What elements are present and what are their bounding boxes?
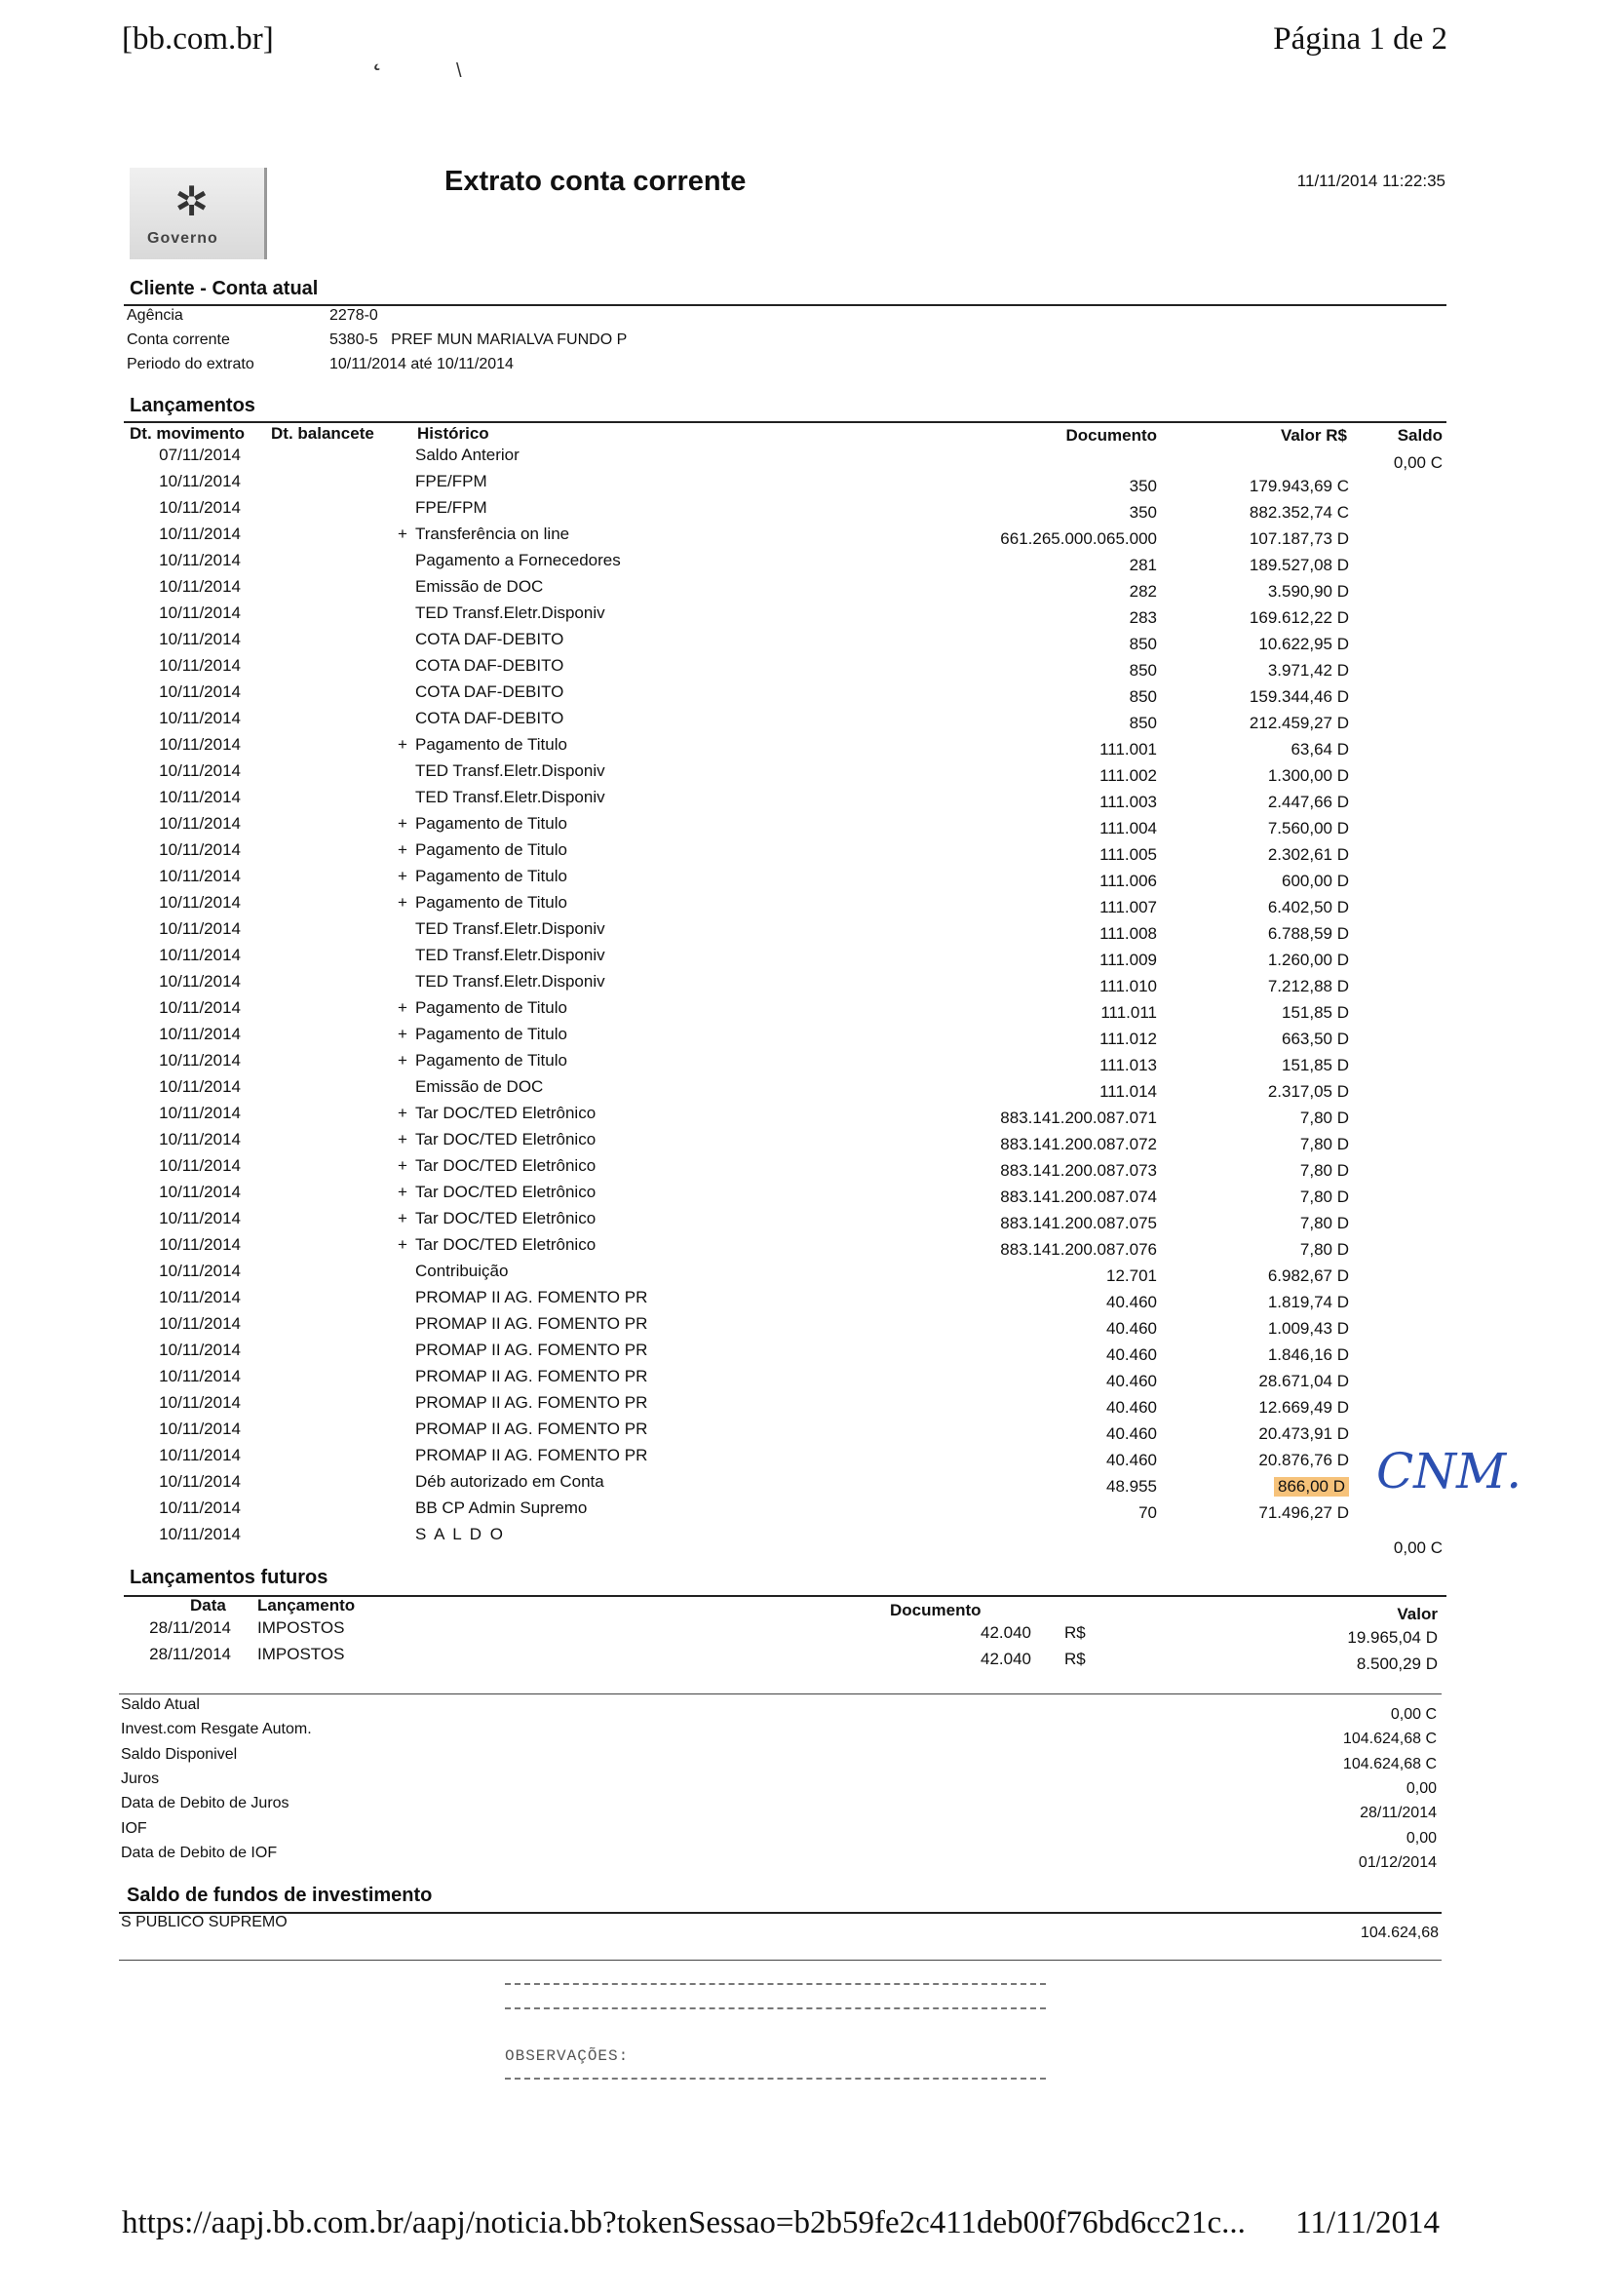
row-valor: 7,80 D xyxy=(1299,1109,1349,1127)
row-historico: PROMAP II AG. FOMENTO PR xyxy=(415,1446,648,1464)
row-historico: PROMAP II AG. FOMENTO PR xyxy=(415,1367,648,1385)
future-documento: 42.040 xyxy=(981,1623,1031,1642)
table-row xyxy=(0,761,1618,788)
row-date: 10/11/2014 xyxy=(159,1262,241,1280)
row-documento: 111.001 xyxy=(1099,740,1157,759)
row-date: 10/11/2014 xyxy=(159,735,241,754)
footer-date: 11/11/2014 xyxy=(1295,2205,1440,2240)
row-historico: PROMAP II AG. FOMENTO PR xyxy=(415,1341,648,1359)
row-documento: 40.460 xyxy=(1106,1319,1157,1338)
conta-value: 5380-5 PREF MUN MARIALVA FUNDO P xyxy=(329,331,628,348)
row-valor: 1.300,00 D xyxy=(1267,766,1349,785)
row-valor: 189.527,08 D xyxy=(1249,556,1349,574)
table-row xyxy=(0,972,1618,998)
row-historico: TED Transf.Eletr.Disponiv xyxy=(415,788,605,806)
row-valor: 107.187,73 D xyxy=(1249,529,1349,548)
row-valor: 63,64 D xyxy=(1291,740,1349,759)
dashed-line xyxy=(505,1983,1046,1985)
table-row xyxy=(0,998,1618,1025)
col-lancamento: Lançamento xyxy=(257,1596,356,1615)
row-documento: 48.955 xyxy=(1106,1477,1157,1496)
row-historico: Tar DOC/TED Eletrônico xyxy=(415,1104,597,1122)
periodo-label: Periodo do extrato xyxy=(127,356,254,372)
row-documento: 111.013 xyxy=(1099,1056,1157,1074)
row-historico: Tar DOC/TED Eletrônico xyxy=(415,1156,597,1175)
row-historico: FPE/FPM xyxy=(415,472,487,490)
summary-label: Data de Debito de Juros xyxy=(121,1795,289,1812)
scan-mark: ˛ xyxy=(373,39,383,71)
row-date: 10/11/2014 xyxy=(159,551,241,569)
row-historico: Pagamento de Titulo xyxy=(415,814,567,833)
table-row xyxy=(0,1077,1618,1104)
row-date: 10/11/2014 xyxy=(159,814,241,833)
future-lancamento: IMPOSTOS xyxy=(257,1618,345,1637)
row-documento: 111.010 xyxy=(1099,977,1157,995)
row-valor: 1.846,16 D xyxy=(1267,1345,1349,1364)
table-row xyxy=(0,1314,1618,1341)
future-currency: R$ xyxy=(1064,1650,1086,1668)
row-valor: 7.212,88 D xyxy=(1267,977,1349,995)
row-valor: 12.669,49 D xyxy=(1258,1398,1349,1417)
logo-caption: Governo xyxy=(147,230,218,247)
row-historico: Pagamento de Titulo xyxy=(415,1025,567,1043)
dashed-line xyxy=(505,2078,1046,2080)
row-valor: 7,80 D xyxy=(1299,1161,1349,1180)
table-row xyxy=(0,1420,1618,1446)
table-row xyxy=(0,1288,1618,1314)
row-historico: PROMAP II AG. FOMENTO PR xyxy=(415,1420,648,1438)
row-documento: 883.141.200.087.076 xyxy=(1000,1240,1157,1259)
table-row xyxy=(0,446,1618,472)
col-valor-futuros: Valor xyxy=(1397,1605,1438,1623)
row-documento: 111.002 xyxy=(1099,766,1157,785)
row-date: 10/11/2014 xyxy=(159,1235,241,1254)
fundo-value: 104.624,68 xyxy=(1360,1925,1439,1941)
row-documento: 111.006 xyxy=(1099,872,1157,890)
row-historico: TED Transf.Eletr.Disponiv xyxy=(415,761,605,780)
row-date: 10/11/2014 xyxy=(159,1498,241,1517)
row-documento: 40.460 xyxy=(1106,1345,1157,1364)
future-lancamento: IMPOSTOS xyxy=(257,1645,345,1663)
row-historico: Pagamento de Titulo xyxy=(415,867,567,885)
row-documento: 883.141.200.087.073 xyxy=(1000,1161,1157,1180)
table-row xyxy=(0,1156,1618,1183)
row-valor: 7,80 D xyxy=(1299,1240,1349,1259)
future-valor: 19.965,04 D xyxy=(1347,1628,1438,1647)
row-historico: Pagamento de Titulo xyxy=(415,735,567,754)
row-documento: 111.003 xyxy=(1099,793,1157,811)
row-historico: Pagamento de Titulo xyxy=(415,893,567,912)
row-valor: 159.344,46 D xyxy=(1249,687,1349,706)
row-valor: 151,85 D xyxy=(1282,1056,1349,1074)
page-title: Extrato conta corrente xyxy=(444,166,747,197)
observacoes-label: OBSERVAÇÕES: xyxy=(505,2047,630,2065)
row-plus: + xyxy=(398,1025,407,1043)
section-title-fundos: Saldo de fundos de investimento xyxy=(127,1885,433,1906)
table-row xyxy=(0,630,1618,656)
row-historico: BB CP Admin Supremo xyxy=(415,1498,588,1517)
row-date: 10/11/2014 xyxy=(159,1209,241,1227)
row-valor: 179.943,69 C xyxy=(1249,477,1349,495)
row-historico: Déb autorizado em Conta xyxy=(415,1472,604,1491)
summary-value: 104.624,68 C xyxy=(1342,1731,1437,1748)
table-row xyxy=(0,603,1618,630)
row-documento: 40.460 xyxy=(1106,1398,1157,1417)
row-historico: Contribuição xyxy=(415,1262,509,1280)
row-valor: 882.352,74 C xyxy=(1249,503,1349,522)
timestamp: 11/11/2014 11:22:35 xyxy=(1296,172,1445,190)
row-historico: PROMAP II AG. FOMENTO PR xyxy=(415,1288,648,1306)
row-date: 10/11/2014 xyxy=(159,788,241,806)
row-date: 10/11/2014 xyxy=(159,1420,241,1438)
table-row xyxy=(0,1235,1618,1262)
table-row xyxy=(0,1183,1618,1209)
row-valor: 1.819,74 D xyxy=(1267,1293,1349,1311)
row-date: 10/11/2014 xyxy=(159,472,241,490)
row-valor: 6.788,59 D xyxy=(1267,924,1349,943)
row-plus: + xyxy=(398,1130,407,1148)
row-documento: 70 xyxy=(1138,1503,1157,1522)
row-date: 10/11/2014 xyxy=(159,761,241,780)
row-historico: Pagamento de Titulo xyxy=(415,998,567,1017)
section-title-cliente: Cliente - Conta atual xyxy=(130,278,319,299)
row-historico: Emissão de DOC xyxy=(415,577,544,596)
row-plus: + xyxy=(398,867,407,885)
summary-label: Invest.com Resgate Autom. xyxy=(121,1721,312,1738)
table-row xyxy=(0,1367,1618,1393)
row-documento: 40.460 xyxy=(1106,1372,1157,1390)
col-dt-balancete: Dt. balancete xyxy=(271,424,374,443)
row-historico: Pagamento de Titulo xyxy=(415,1051,567,1070)
table-row xyxy=(0,525,1618,551)
row-documento: 883.141.200.087.072 xyxy=(1000,1135,1157,1153)
row-documento: 850 xyxy=(1129,687,1157,706)
row-documento: 883.141.200.087.071 xyxy=(1000,1109,1157,1127)
row-documento: 850 xyxy=(1129,714,1157,732)
row-documento: 850 xyxy=(1129,661,1157,680)
row-date: 10/11/2014 xyxy=(159,1446,241,1464)
row-historico: Pagamento a Fornecedores xyxy=(415,551,621,569)
row-valor: 20.473,91 D xyxy=(1258,1424,1349,1443)
row-valor: 600,00 D xyxy=(1282,872,1349,890)
summary-value: 01/12/2014 xyxy=(1358,1853,1437,1871)
row-date: 10/11/2014 xyxy=(159,1077,241,1096)
row-date: 10/11/2014 xyxy=(159,998,241,1017)
col-data: Data xyxy=(190,1596,226,1615)
row-date: 10/11/2014 xyxy=(159,630,241,648)
periodo-value: 10/11/2014 até 10/11/2014 xyxy=(329,356,514,372)
row-date: 07/11/2014 xyxy=(159,446,241,464)
row-date: 10/11/2014 xyxy=(159,1025,241,1043)
row-valor: 6.982,67 D xyxy=(1267,1266,1349,1285)
row-historico: Tar DOC/TED Eletrônico xyxy=(415,1209,597,1227)
page-number: Página 1 de 2 xyxy=(1273,21,1447,57)
row-historico: FPE/FPM xyxy=(415,498,487,517)
row-date: 10/11/2014 xyxy=(159,1314,241,1333)
row-historico: Emissão de DOC xyxy=(415,1077,544,1096)
table-row xyxy=(0,1025,1618,1051)
table-row xyxy=(0,551,1618,577)
row-plus: + xyxy=(398,735,407,754)
row-date: 10/11/2014 xyxy=(159,1104,241,1122)
row-documento: 111.009 xyxy=(1099,951,1157,969)
summary-label: Data de Debito de IOF xyxy=(121,1844,278,1861)
future-row xyxy=(0,1618,1618,1645)
table-row xyxy=(0,788,1618,814)
row-historico: COTA DAF-DEBITO xyxy=(415,630,564,648)
row-historico: COTA DAF-DEBITO xyxy=(415,682,564,701)
row-valor: 2.317,05 D xyxy=(1267,1082,1349,1101)
footer-url: https://aapj.bb.com.br/aapj/noticia.bb?tokenSessao=b2b59fe2c411deb00f76bd6cc21c... xyxy=(122,2205,1246,2240)
row-historico: Pagamento de Titulo xyxy=(415,840,567,859)
row-documento: 40.460 xyxy=(1106,1293,1157,1311)
summary-label: Saldo Atual xyxy=(121,1696,200,1713)
row-documento: 661.265.000.065.000 xyxy=(1000,529,1157,548)
row-documento: 40.460 xyxy=(1106,1424,1157,1443)
table-row xyxy=(0,1498,1618,1525)
table-row xyxy=(0,1472,1618,1498)
summary-label: IOF xyxy=(121,1819,147,1837)
row-documento: 111.005 xyxy=(1099,845,1157,864)
row-date: 10/11/2014 xyxy=(159,656,241,675)
table-row xyxy=(0,1130,1618,1156)
row-saldo: 0,00 C xyxy=(1393,1538,1443,1557)
row-valor: 151,85 D xyxy=(1282,1003,1349,1022)
divider xyxy=(119,1960,1442,1961)
table-row xyxy=(0,472,1618,498)
row-valor: 7,80 D xyxy=(1299,1214,1349,1232)
table-row xyxy=(0,946,1618,972)
row-date: 10/11/2014 xyxy=(159,867,241,885)
row-valor: 7.560,00 D xyxy=(1267,819,1349,837)
row-historico: TED Transf.Eletr.Disponiv xyxy=(415,946,605,964)
col-dt-movimento: Dt. movimento xyxy=(130,424,246,443)
summary-value: 0,00 C xyxy=(1390,1706,1437,1723)
col-historico: Histórico xyxy=(417,424,489,443)
row-valor: 7,80 D xyxy=(1299,1135,1349,1153)
col-valor: Valor R$ xyxy=(1280,426,1347,445)
table-row xyxy=(0,1341,1618,1367)
summary-value: 0,00 xyxy=(1406,1779,1437,1797)
row-valor: 212.459,27 D xyxy=(1249,714,1349,732)
row-documento: 350 xyxy=(1129,503,1157,522)
col-documento: Documento xyxy=(1065,426,1157,445)
row-valor: 1.260,00 D xyxy=(1267,951,1349,969)
row-valor: 28.671,04 D xyxy=(1258,1372,1349,1390)
row-documento: 883.141.200.087.074 xyxy=(1000,1187,1157,1206)
summary-value: 0,00 xyxy=(1406,1829,1437,1847)
section-title-futuros: Lançamentos futuros xyxy=(130,1567,328,1588)
divider xyxy=(124,304,1446,306)
row-valor: 6.402,50 D xyxy=(1267,898,1349,916)
row-date: 10/11/2014 xyxy=(159,893,241,912)
row-date: 10/11/2014 xyxy=(159,577,241,596)
row-plus: + xyxy=(398,998,407,1017)
row-date: 10/11/2014 xyxy=(159,946,241,964)
row-saldo: 0,00 C xyxy=(1393,453,1443,472)
row-date: 10/11/2014 xyxy=(159,1130,241,1148)
row-valor: 71.496,27 D xyxy=(1258,1503,1349,1522)
row-valor: 2.302,61 D xyxy=(1267,845,1349,864)
row-historico: S A L D O xyxy=(415,1525,506,1543)
summary-label: Juros xyxy=(121,1770,160,1787)
row-documento: 350 xyxy=(1129,477,1157,495)
row-documento: 40.460 xyxy=(1106,1451,1157,1469)
row-plus: + xyxy=(398,525,407,543)
row-historico: COTA DAF-DEBITO xyxy=(415,656,564,675)
row-date: 10/11/2014 xyxy=(159,1183,241,1201)
summary-label: Saldo Disponivel xyxy=(121,1745,238,1763)
row-date: 10/11/2014 xyxy=(159,1051,241,1070)
row-valor: 3.590,90 D xyxy=(1267,582,1349,601)
row-historico: Transferência on line xyxy=(415,525,570,543)
row-valor: 20.876,76 D xyxy=(1258,1451,1349,1469)
row-valor: 2.447,66 D xyxy=(1267,793,1349,811)
handwritten-annotation: CNM. xyxy=(1376,1443,1522,1499)
table-row xyxy=(0,1393,1618,1420)
row-historico: COTA DAF-DEBITO xyxy=(415,709,564,727)
row-documento: 111.007 xyxy=(1099,898,1157,916)
row-date: 10/11/2014 xyxy=(159,1367,241,1385)
summary-value: 28/11/2014 xyxy=(1360,1805,1437,1822)
row-documento: 283 xyxy=(1129,608,1157,627)
row-valor: 663,50 D xyxy=(1282,1030,1349,1048)
row-date: 10/11/2014 xyxy=(159,682,241,701)
row-historico: PROMAP II AG. FOMENTO PR xyxy=(415,1314,648,1333)
row-documento: 111.012 xyxy=(1099,1030,1157,1048)
row-plus: + xyxy=(398,1235,407,1254)
row-valor: 3.971,42 D xyxy=(1267,661,1349,680)
row-documento: 111.014 xyxy=(1099,1082,1157,1101)
row-plus: + xyxy=(398,1183,407,1201)
row-documento: 111.008 xyxy=(1099,924,1157,943)
row-documento: 850 xyxy=(1129,635,1157,653)
agencia-value: 2278-0 xyxy=(329,307,378,324)
row-historico: Saldo Anterior xyxy=(415,446,520,464)
row-date: 10/11/2014 xyxy=(159,840,241,859)
row-plus: + xyxy=(398,1209,407,1227)
dashed-line xyxy=(505,2007,1046,2009)
future-date: 28/11/2014 xyxy=(149,1645,231,1663)
row-plus: + xyxy=(398,814,407,833)
table-row xyxy=(0,709,1618,735)
row-date: 10/11/2014 xyxy=(159,709,241,727)
future-currency: R$ xyxy=(1064,1623,1086,1642)
col-saldo: Saldo xyxy=(1397,426,1443,445)
row-plus: + xyxy=(398,1051,407,1070)
future-row xyxy=(0,1645,1618,1671)
divider xyxy=(124,421,1446,423)
row-historico: Tar DOC/TED Eletrônico xyxy=(415,1183,597,1201)
future-date: 28/11/2014 xyxy=(149,1618,231,1637)
fundo-name: S PUBLICO SUPREMO xyxy=(121,1914,288,1930)
row-historico: PROMAP II AG. FOMENTO PR xyxy=(415,1393,648,1412)
row-date: 10/11/2014 xyxy=(159,1341,241,1359)
row-valor: 1.009,43 D xyxy=(1267,1319,1349,1338)
row-documento: 883.141.200.087.075 xyxy=(1000,1214,1157,1232)
row-date: 10/11/2014 xyxy=(159,1288,241,1306)
row-date: 10/11/2014 xyxy=(159,1525,241,1543)
summary-value: 104.624,68 C xyxy=(1342,1755,1437,1772)
divider xyxy=(119,1693,1442,1694)
row-date: 10/11/2014 xyxy=(159,972,241,991)
row-documento: 12.701 xyxy=(1106,1266,1157,1285)
row-plus: + xyxy=(398,1104,407,1122)
row-plus: + xyxy=(398,1156,407,1175)
table-row xyxy=(0,577,1618,603)
row-plus: + xyxy=(398,840,407,859)
row-date: 10/11/2014 xyxy=(159,1393,241,1412)
table-row xyxy=(0,893,1618,919)
row-plus: + xyxy=(398,893,407,912)
row-historico: Tar DOC/TED Eletrônico xyxy=(415,1235,597,1254)
row-date: 10/11/2014 xyxy=(159,525,241,543)
table-row xyxy=(0,682,1618,709)
scan-mark: \ xyxy=(456,60,462,82)
row-documento: 281 xyxy=(1129,556,1157,574)
section-title-lancamentos: Lançamentos xyxy=(130,395,255,416)
table-row xyxy=(0,656,1618,682)
row-documento: 111.004 xyxy=(1099,819,1157,837)
row-historico: TED Transf.Eletr.Disponiv xyxy=(415,919,605,938)
row-date: 10/11/2014 xyxy=(159,919,241,938)
table-row xyxy=(0,1262,1618,1288)
table-row xyxy=(0,1525,1618,1557)
row-date: 10/11/2014 xyxy=(159,1156,241,1175)
future-valor: 8.500,29 D xyxy=(1356,1654,1438,1673)
row-date: 10/11/2014 xyxy=(159,603,241,622)
row-valor: 10.622,95 D xyxy=(1258,635,1349,653)
page-header-site: [bb.com.br] xyxy=(122,21,274,57)
row-documento: 282 xyxy=(1129,582,1157,601)
row-historico: TED Transf.Eletr.Disponiv xyxy=(415,603,605,622)
future-documento: 42.040 xyxy=(981,1650,1031,1668)
table-row xyxy=(0,919,1618,946)
table-row xyxy=(0,867,1618,893)
table-row xyxy=(0,840,1618,867)
row-valor: 7,80 D xyxy=(1299,1187,1349,1206)
row-date: 10/11/2014 xyxy=(159,1472,241,1491)
row-historico: TED Transf.Eletr.Disponiv xyxy=(415,972,605,991)
table-row xyxy=(0,1446,1618,1472)
bank-logo xyxy=(130,168,267,259)
col-documento-futuros: Documento xyxy=(890,1601,982,1619)
row-valor: 866,00 D xyxy=(1274,1477,1349,1497)
table-row xyxy=(0,1209,1618,1235)
agencia-label: Agência xyxy=(127,307,183,324)
row-date: 10/11/2014 xyxy=(159,498,241,517)
row-historico: Tar DOC/TED Eletrônico xyxy=(415,1130,597,1148)
conta-label: Conta corrente xyxy=(127,331,230,348)
divider xyxy=(119,1912,1442,1914)
row-documento: 111.011 xyxy=(1100,1003,1157,1022)
table-row xyxy=(0,1051,1618,1077)
table-row xyxy=(0,498,1618,525)
row-valor: 169.612,22 D xyxy=(1249,608,1349,627)
bb-logo-icon: ✲ xyxy=(174,178,210,224)
table-row xyxy=(0,1104,1618,1130)
table-row xyxy=(0,814,1618,840)
table-row xyxy=(0,735,1618,761)
